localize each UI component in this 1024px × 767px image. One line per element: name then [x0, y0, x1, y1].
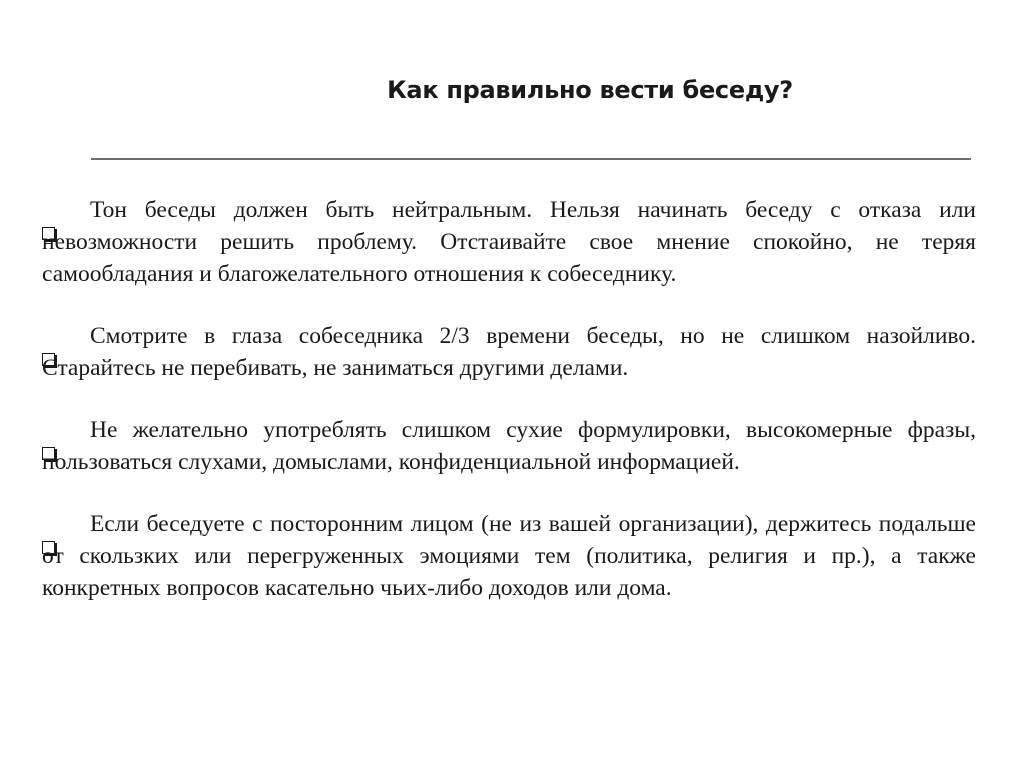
- bullet-text: Если беседуете с посторонним лицом (не из вашей организации), держитесь подальше от скользких или перегруженных эмоциями тем (политика, религия и пр.), а также конкретных вопросов касательно чьих-либо доходов или дома.: [42, 511, 976, 601]
- bullet-item: [42, 414, 976, 478]
- bullet-text: Тон беседы должен быть нейтральным. Нельзя начинать беседу с отказа или невозможности решить проблему. Отстаивайте свое мнение спокойно, не теряя самообладания и благожелательного отношения к собеседнику.: [42, 197, 976, 287]
- checkbox-icon: [42, 447, 55, 460]
- checkbox-icon: [42, 227, 55, 240]
- bullet-text: Не желательно употреблять слишком сухие формулировки, высокомерные фразы, пользоваться слухами, домыслами, конфиденциальной информацией.: [42, 417, 976, 475]
- bullet-list: [42, 194, 976, 634]
- slide-title: Как правильно вести беседу?: [387, 76, 793, 104]
- bullet-item: [42, 320, 976, 384]
- title-divider: [91, 158, 971, 160]
- checkbox-icon: [42, 541, 55, 554]
- bullet-text: Смотрите в глаза собеседника 2/3 времени беседы, но не слишком назойливо. Старайтесь не перебивать, не заниматься другими делами.: [42, 323, 976, 381]
- bullet-item: [42, 194, 976, 290]
- bullet-item: [42, 508, 976, 604]
- checkbox-icon: [42, 353, 55, 366]
